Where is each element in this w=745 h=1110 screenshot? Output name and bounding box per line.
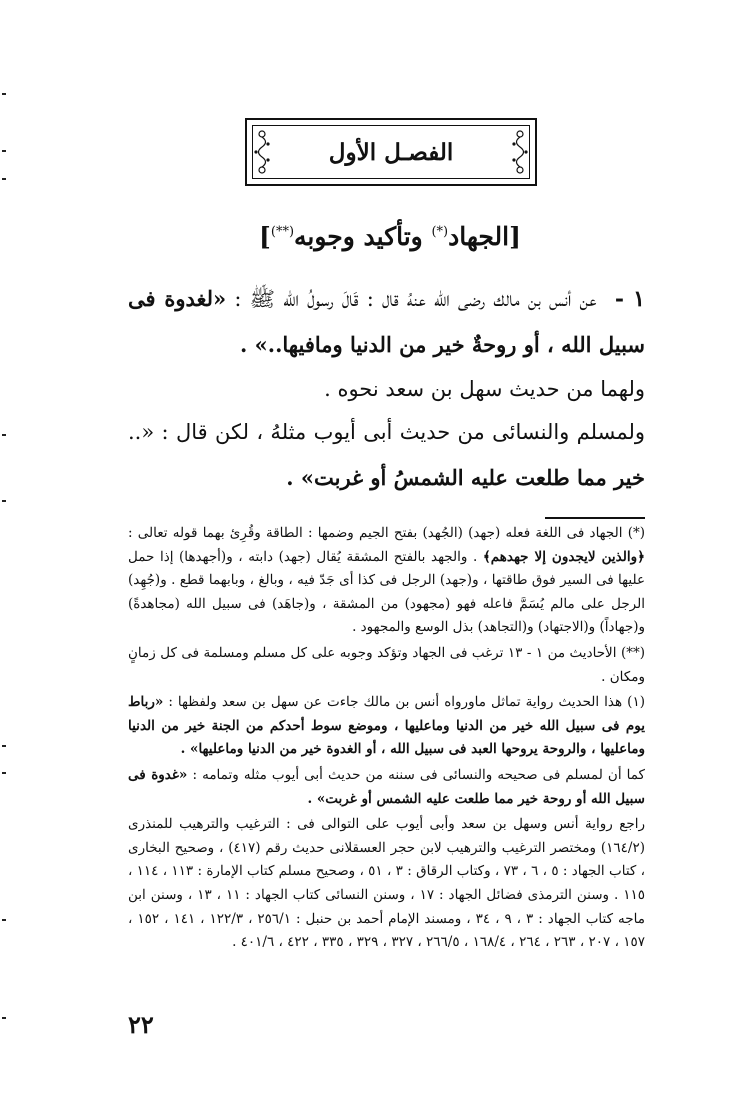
chapter-title-frame <box>245 118 537 186</box>
narration-quote: خير مما طلعت عليه الشمسُ أو غربت» . <box>286 465 645 490</box>
hadith-intro: عن أنس بن مالك رضى الله عنهُ قال : قَالَ رسولُ الله ﷺ : <box>234 287 597 311</box>
hadith-number: ١ - <box>614 286 645 312</box>
scan-speck <box>2 434 6 436</box>
scan-speck <box>2 919 6 921</box>
footnote: (**) الأحاديث من ١ - ١٣ ترغب فى الجهاد وتؤكد وجوبه على كل مسلم ومسلمة فى كل زمانٍ ومكان . <box>128 644 645 685</box>
scan-speck <box>2 500 6 502</box>
footnote: (*) الجهاد فى اللغة فعله (جهد) (الجُهد) بفتح الجيم وضمها : الطاقة وقُرِئ بهما قوله تعالى : ﴿والذين لايجدون إلا جهدهم﴾ . والجهد بالفتح المشقة يُقال (جهد) دابته ، و(أجهدها) إذا حمل عليها فى السير فوق طاقتها ، و(جهد) الرجل فى كذا أى جَدّ فيه ، وبالغ ، وبابهما قطع . و(جُهِد) الرجل على مالم يُسَمَّ فاعله فهو (مجهود) من المشقة ، و(جاهَد) فى سبيل الله (مجاهدةً) و(جهاداً) و(الاجتهاد) و(التجاهد) بذل الوسع والمجهود . <box>128 525 646 636</box>
scan-speck <box>2 93 6 95</box>
chapter-title-box <box>252 125 530 179</box>
footnote-marker: (**) <box>270 224 295 240</box>
chapter-title: الفصـل الأول <box>328 138 454 166</box>
hadith-paragraph <box>128 276 645 368</box>
footnote-references: راجع رواية أنس وسهل بن سعد وأبى أيوب على التوالى فى : الترغيب والترهيب للمنذرى (١٦٤/٢) ومختصر الترغيب والترهيب لابن حجر العسقلانى حديث رقم (٤١٧) ، وصحيح البخارى ، كتاب الجهاد : ٥ ، ٦ ، ٧٣ ، وكتاب الرقاق : ٣ ، ٥١ ، وصحيح مسلم كتاب الإمارة : ١١٣ ، ١١٤ ، ١١٥ . وسنن الترمذى فضائل الجهاد : ١٧ ، وسنن النسائى كتاب الجهاد : ١١ ، ١٣ ، وسنن ابن ماجه كتاب الجهاد : ٣ ، ٩ ، ٣٤ ، ومسند الإمام أحمد بن حنبل : ٢٥٦/١ ، ١٢٢/٣ ، ١٤١ ، ١٥٢ ، ١٥٧ ، ٢٠٧ ، ٢٦٣ ، ٢٦٤ ، ١٦٨/٤ ، ٢٦٦/٥ ، ٣٢٧ ، ٣٢٩ ، ٣٣٥ ، ٤٢٢ ، ٤٠١/٦ . <box>128 816 646 951</box>
footnote-separator <box>545 517 645 519</box>
scan-speck <box>2 745 6 747</box>
hadith-quote: «لغدوة فى سبيل الله ، أو روحةٌ خير من الدنيا ومافيها..» . <box>128 286 645 357</box>
footnote-continuation: كما أن لمسلم فى صحيحه والنسائى فى سننه من حديث أبى أيوب مثله وتمامه : «غدوة فى سبيل الله أو روحة خير مما طلعت عليه الشمس أو غربت» . <box>128 766 645 807</box>
scan-speck <box>2 1017 6 1019</box>
scan-speck <box>2 178 6 180</box>
section-title: [الجهاد(*) وتأكيد وجوبه(**)] <box>259 222 521 251</box>
narration-paragraph: ولهما من حديث سهل بن سعد نحوه . <box>324 377 645 401</box>
scan-speck <box>2 772 6 774</box>
footnotes <box>128 522 645 955</box>
floral-ornament-icon <box>251 126 273 176</box>
footnote: (١) هذا الحديث رواية تماثل ماورواه أنس بن مالك جاءت عن سهل بن سعد ولفظها : «رباط يوم فى سبيل الله خير من الدنيا وماعليها ، وموضع سوط أحدكم من الجنة خير من الدنيا وماعليها ، والروحة يروحها العبد فى سبيل الله ، أو الغدوة خير من الدنيا وماعليها» . <box>128 694 645 758</box>
narration-paragraph: ولمسلم والنسائى من حديث أبى أيوب مثلهُ ، لكن قال : «.. خير مما طلعت عليه الشمسُ أو غربت» . <box>128 420 645 490</box>
page-number: ٢٢ <box>128 1010 154 1039</box>
floral-ornament-icon <box>509 126 531 176</box>
footnote-marker: (*) <box>431 224 449 240</box>
scan-speck <box>2 150 6 152</box>
